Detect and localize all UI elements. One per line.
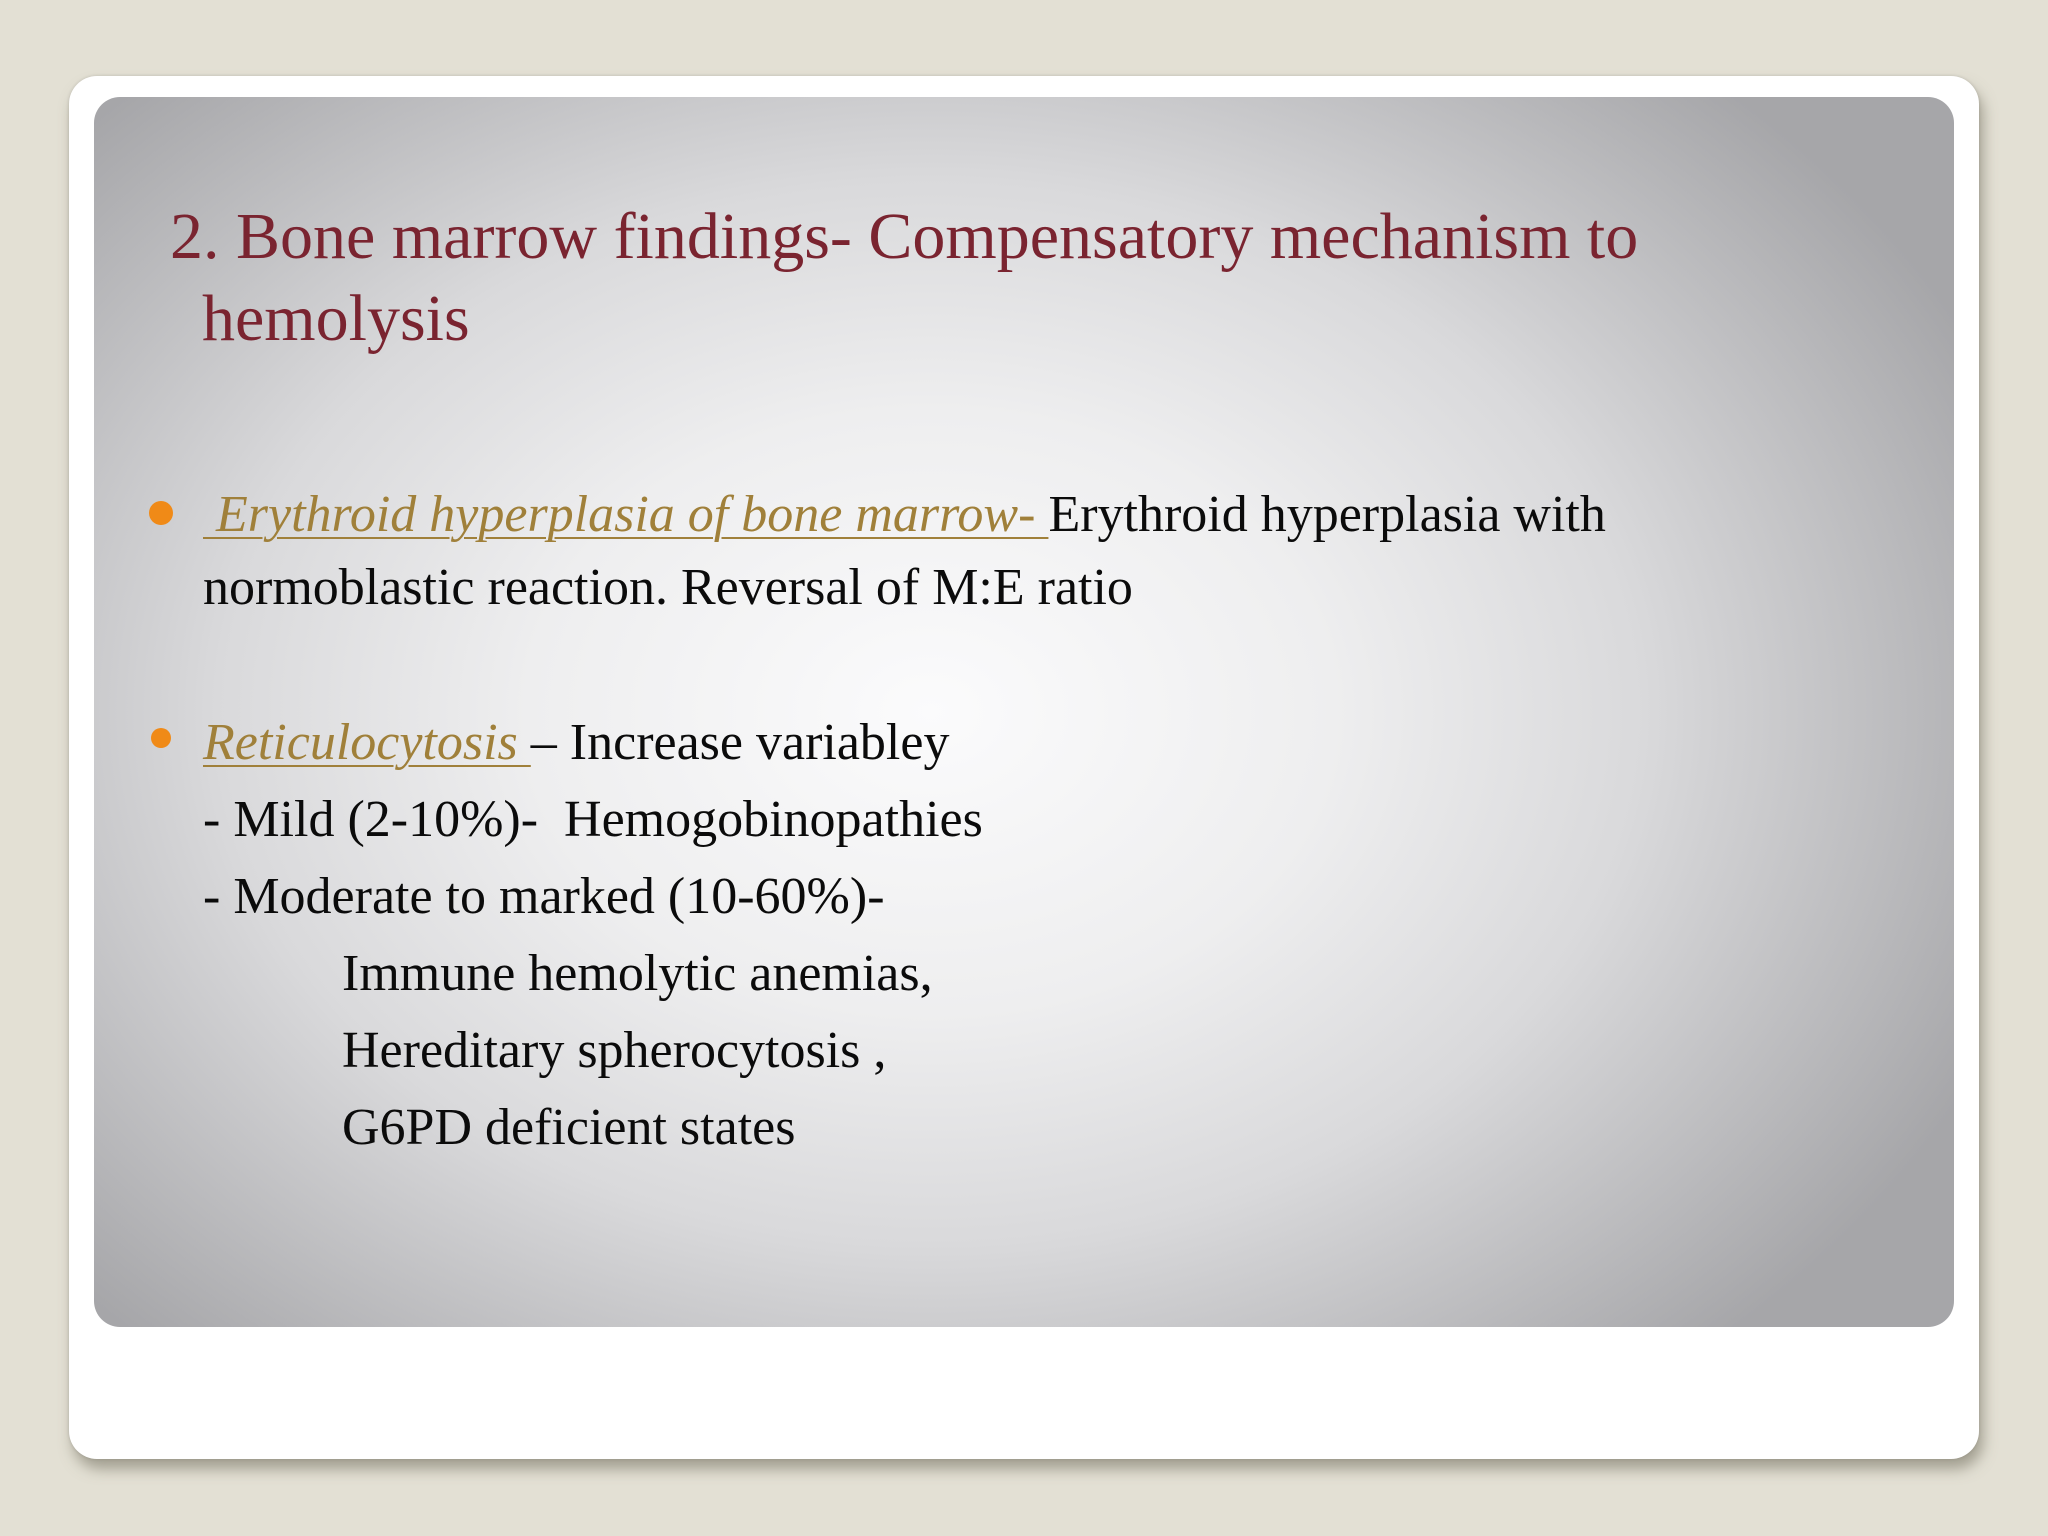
bullet-2-condition-immune: Immune hemolytic anemias, xyxy=(342,945,933,1002)
term-reticulocytosis: Reticulocytosis xyxy=(203,714,531,771)
bullet-2-condition-spherocytosis: Hereditary spherocytosis , xyxy=(342,1022,887,1079)
bullet-2-sub-line-mild: - Mild (2-10%)- Hemogobinopathies xyxy=(203,791,983,848)
orange-dot-bullet-icon xyxy=(151,728,171,748)
bullet-2-condition-g6pd: G6PD deficient states xyxy=(342,1099,796,1156)
bullet-1-text-line-2: normoblastic reaction. Reversal of M:E ratio xyxy=(203,559,1133,616)
bullet-1-text-line-1: Erythroid hyperplasia with xyxy=(1048,486,1606,543)
bullet-2-line-1 xyxy=(203,704,1823,781)
bullet-item-erythroid-hyperplasia xyxy=(203,478,1823,624)
slide-body xyxy=(203,478,1823,1166)
bullet-2-sub-line-moderate: - Moderate to marked (10-60%)- xyxy=(203,868,885,925)
bullet-item-reticulocytosis xyxy=(203,704,1823,1166)
slide-title-line-2: hemolysis xyxy=(202,282,470,355)
slide-title xyxy=(170,196,1790,360)
bullet-2-text: – Increase variabley xyxy=(530,714,950,771)
slide-title-line-1: 2. Bone marrow findings- Compensatory mechanism to xyxy=(170,200,1639,273)
term-erythroid-hyperplasia: Erythroid hyperplasia of bone marrow- xyxy=(203,486,1049,543)
bullet-1-line-1 xyxy=(203,478,1823,551)
orange-dot-bullet-icon xyxy=(149,501,173,525)
